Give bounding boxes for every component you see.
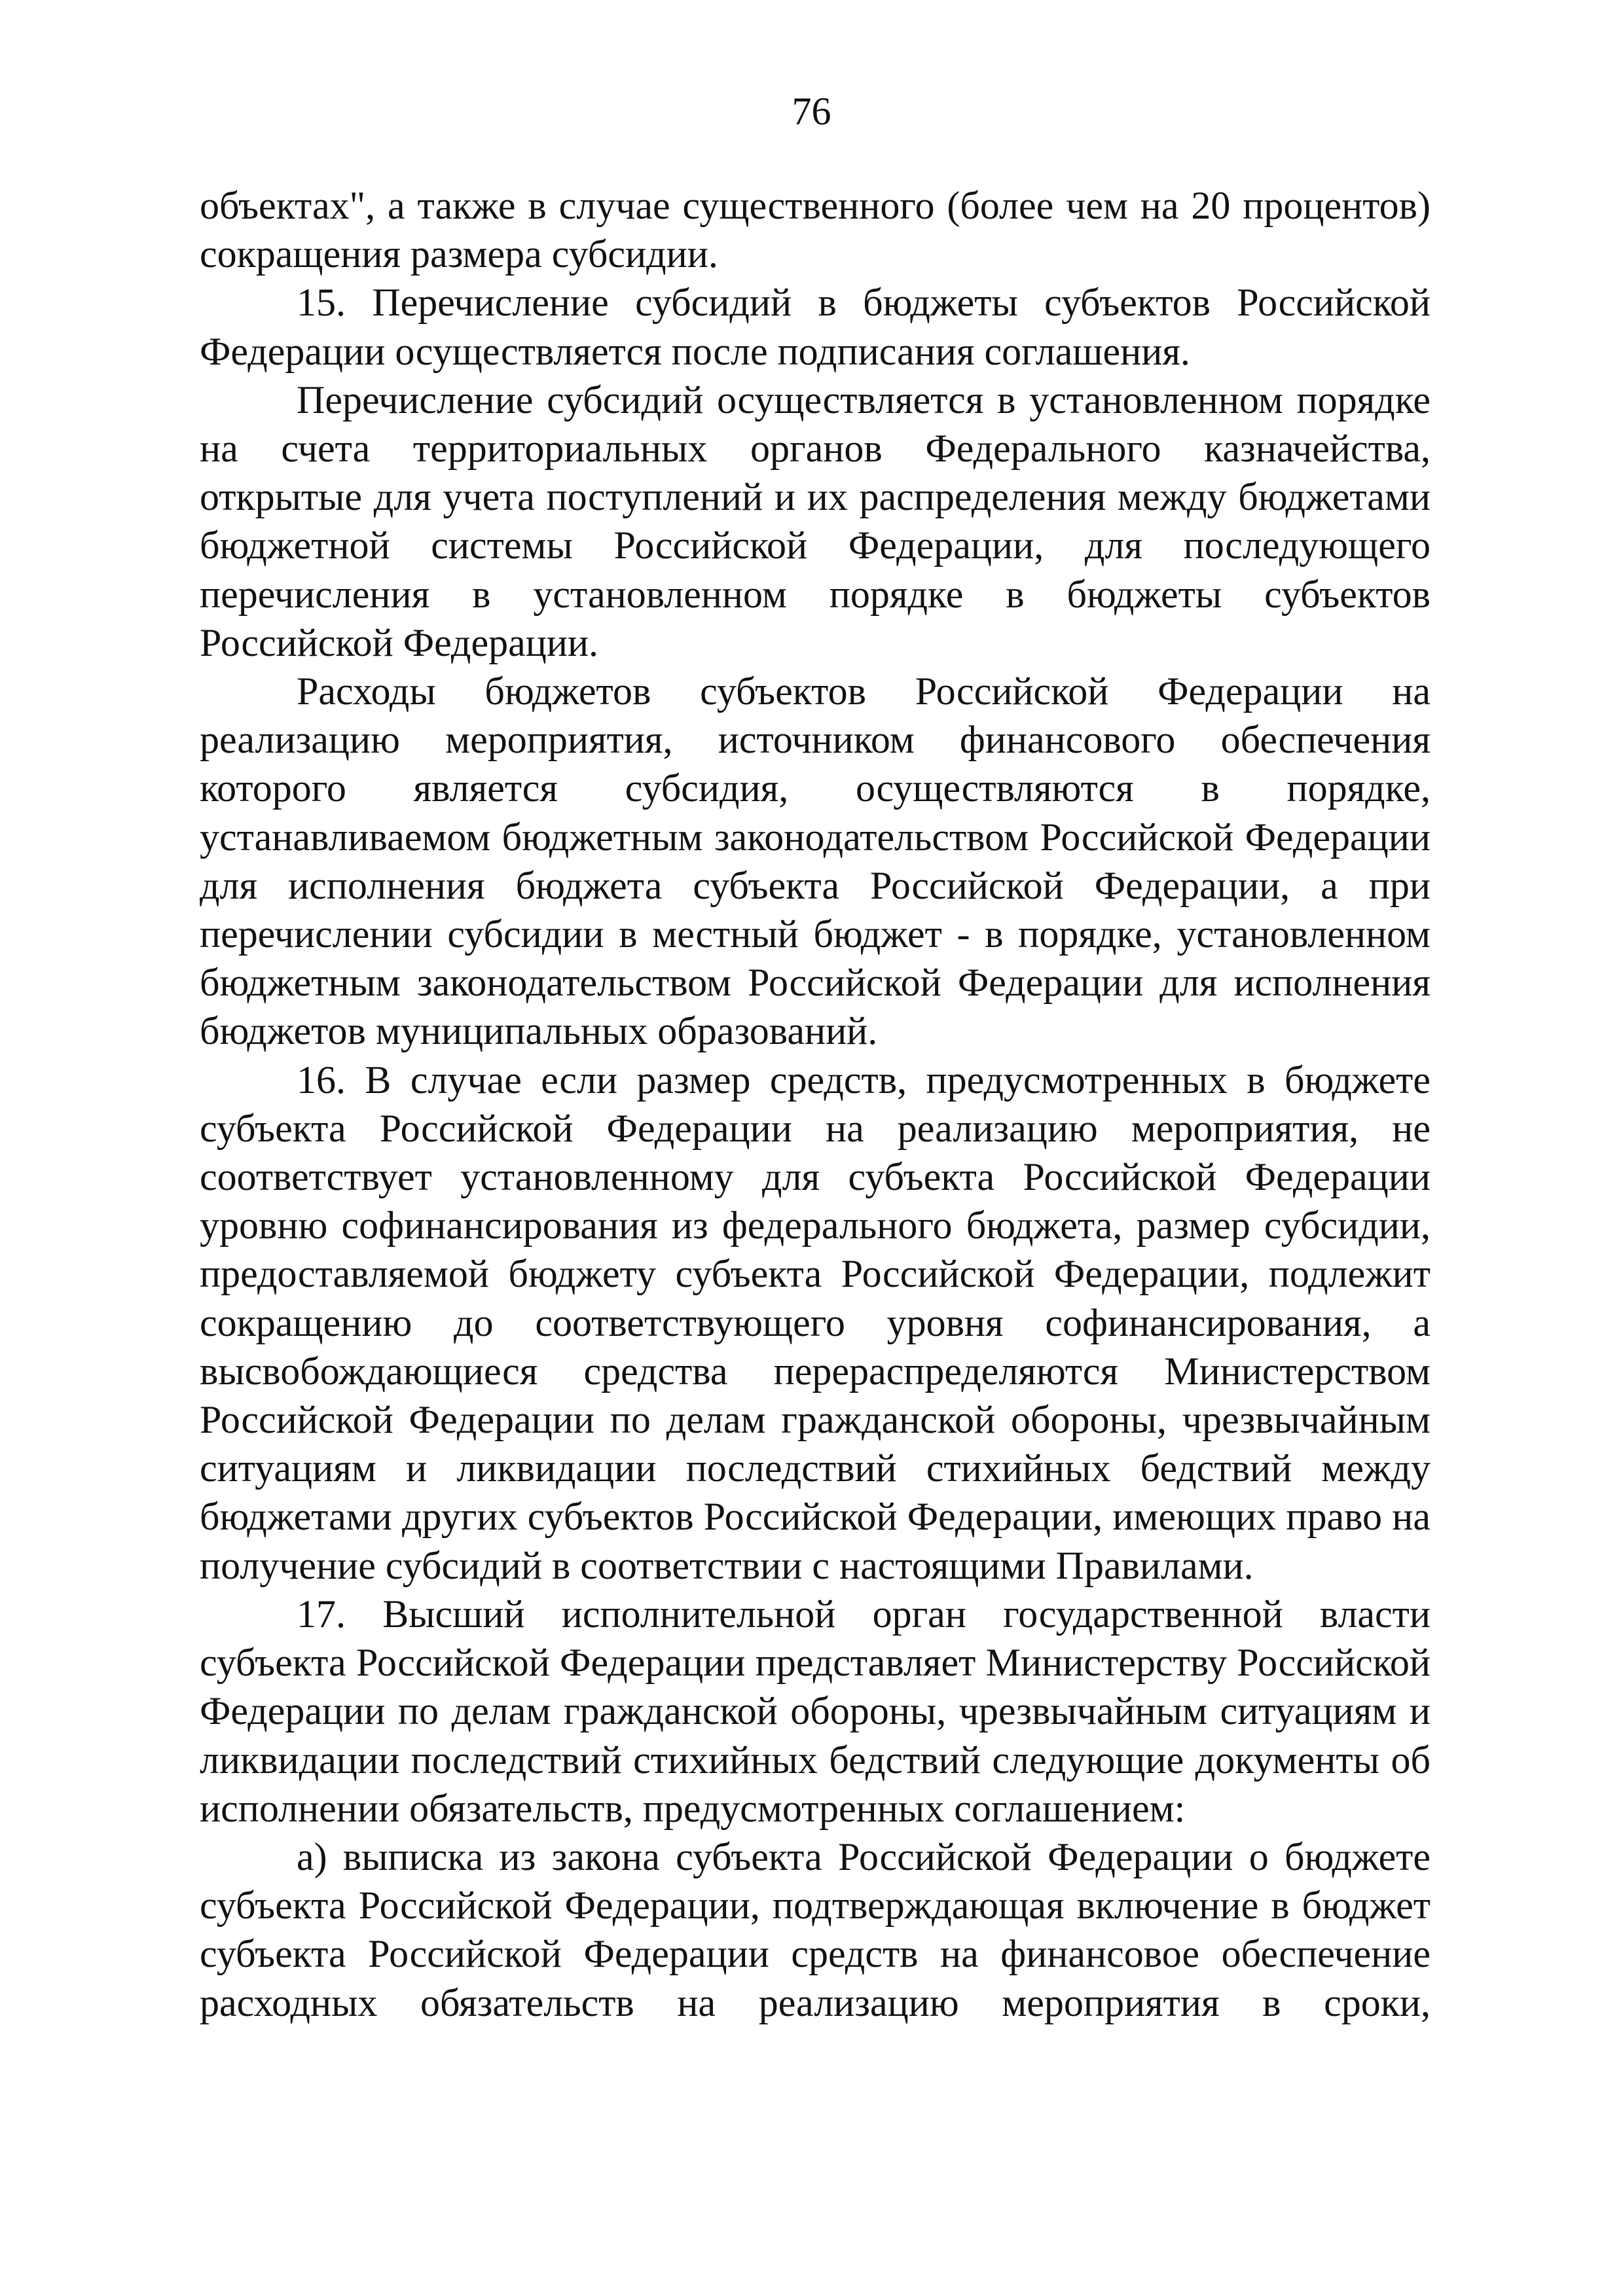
paragraph-item-16: 16. В случае если размер средств, предусмотренных в бюджете субъекта Российской Федерации на реализацию мероприятия, не соответствует установленному для субъекта Российской Федерации уровню софинансирования из федерального бюджета, размер субсидии, предоставляемой бюджету субъекта Российской Федерации, подлежит сокращению до соответствующего уровня софинансирования, а высвобождающиеся средства перераспределяются Министерством Российской Федерации по делам гражданской обороны, чрезвычайным ситуациям и ликвидации последствий стихийных бедствий между бюджетами других субъектов Российской Федерации, имеющих право на получение субсидий в соответствии с настоящими Правилами. <box>200 1058 1431 1587</box>
paragraph-budget-expenses: Расходы бюджетов субъектов Российской Федерации на реализацию мероприятия, источником финансового обеспечения которого является субсидия, осуществляются в порядке, устанавливаемом бюджетным законодательством Российской Федерации для исполнения бюджета субъекта Российской Федерации, а при перечислении субсидии в местный бюджет - в порядке, установленном бюджетным законодательством Российской Федерации для исполнения бюджетов муниципальных образований. <box>200 670 1431 1053</box>
paragraph-item-17: 17. Высший исполнительной орган государственной власти субъекта Российской Федерации представляет Министерству Российской Федерации по делам гражданской обороны, чрезвычайным ситуациям и ликвидации последствий стихийных бедствий следующие документы об исполнении обязательств, предусмотренных соглашением: <box>200 1592 1431 1830</box>
paragraph-continuation: объектах", а также в случае существенного (более чем на 20 процентов) сокращения размера субсидии. <box>200 184 1431 276</box>
document-body <box>200 181 1431 2027</box>
page-number: 76 <box>792 90 831 133</box>
paragraph-transfer-procedure: Перечисление субсидий осуществляется в установленном порядке на счета территориальных органов Федерального казначейства, открытые для учета поступлений и их распределения между бюджетами бюджетной системы Российской Федерации, для последующего перечисления в установленном порядке в бюджеты субъектов Российской Федерации. <box>200 378 1431 664</box>
paragraph-item-15: 15. Перечисление субсидий в бюджеты субъектов Российской Федерации осуществляется после подписания соглашения. <box>200 281 1431 373</box>
paragraph-item-17a: а) выписка из закона субъекта Российской Федерации о бюджете субъекта Российской Федерации, подтверждающая включение в бюджет субъекта Российской Федерации средств на финансовое обеспечение расходных обязательств на реализацию мероприятия в сроки, <box>200 1835 1431 2024</box>
